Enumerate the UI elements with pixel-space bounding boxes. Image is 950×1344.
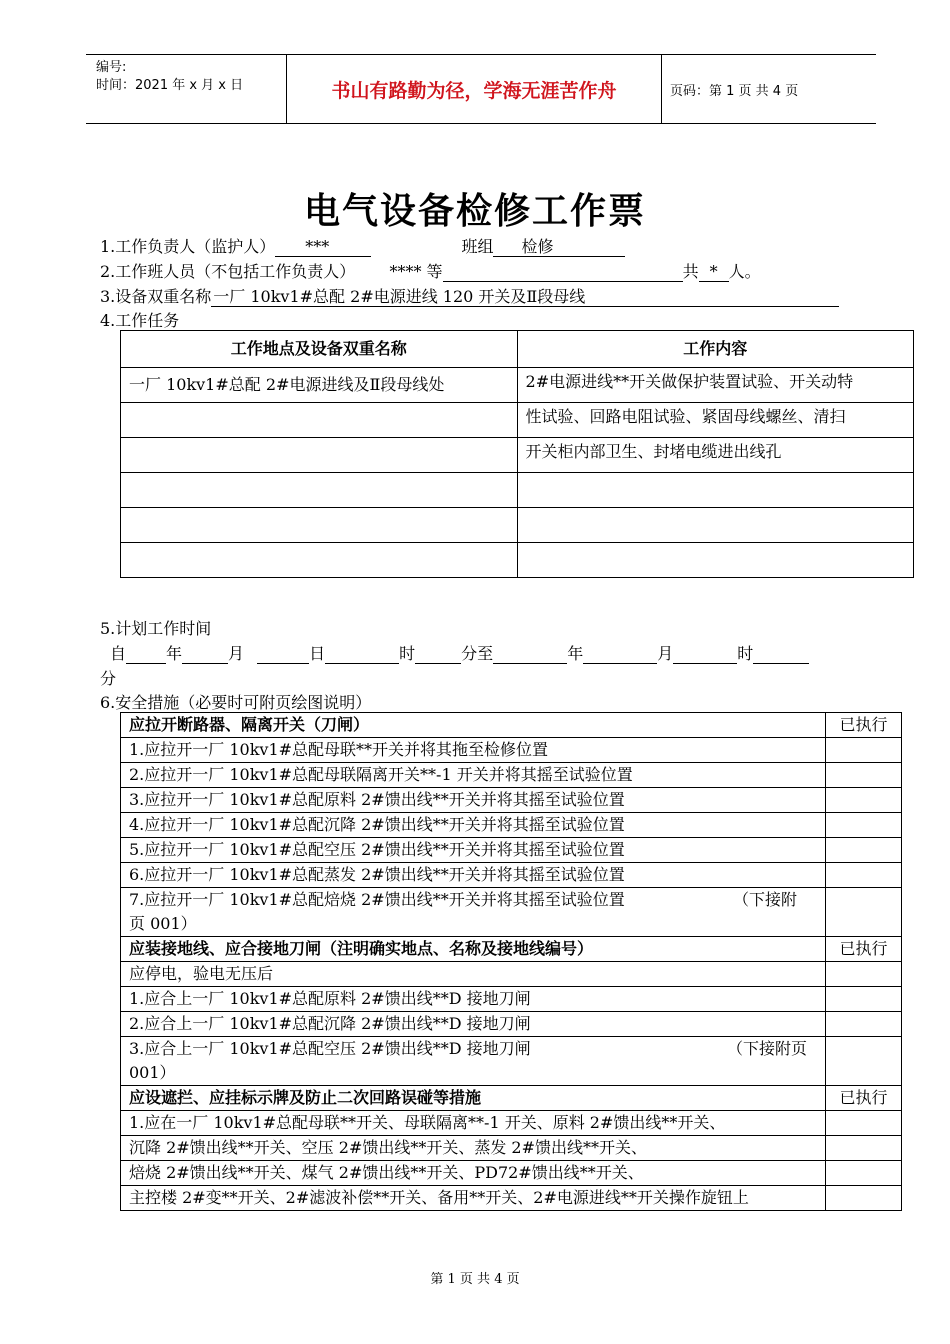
- section-title-grounding: 应装接地线、应合接地刀闸（注明确实地点、名称及接地线编号）: [121, 937, 826, 962]
- section-title-barriers: 应设遮拦、应挂标示牌及防止二次回路误碰等措施: [121, 1086, 826, 1111]
- table-row: 焙烧 2#馈出线**开关、煤气 2#馈出线**开关、PD72#馈出线**开关、: [121, 1161, 902, 1186]
- page-footer: 第 1 页 共 4 页: [430, 1272, 520, 1287]
- section-header: [121, 937, 902, 962]
- table-row: [121, 543, 914, 578]
- col-content: 工作内容: [517, 331, 913, 368]
- task-table: [120, 330, 914, 578]
- table-row: 1.应在一厂 10kv1#总配母联**开关、母联隔离**-1 开关、原料 2#馈出线**开关、: [121, 1111, 902, 1136]
- table-row: 1.应合上一厂 10kv1#总配原料 2#馈出线**D 接地刀闸: [121, 987, 902, 1012]
- line-equipment: 3.设备双重名称 一厂 10kv1#总配 2#电源进线 120 开关及Ⅱ段母线: [100, 284, 839, 307]
- col-place: 工作地点及设备双重名称: [121, 331, 518, 368]
- safety-table: [120, 712, 902, 1211]
- table-row: 主控楼 2#变**开关、2#滤波补偿**开关、备用**开关、2#电源进线**开关操作旋钮上: [121, 1186, 902, 1211]
- line-task-label: 4.工作任务: [100, 311, 180, 330]
- line-time-label: 5.计划工作时间: [100, 619, 212, 638]
- section-title-breakers: 应拉开断路器、隔离开关（刀闸）: [121, 713, 826, 738]
- table-row: [121, 473, 914, 508]
- table-row: 2.应拉开一厂 10kv1#总配母联隔离开关**-1 开关并将其摇至试验位置: [121, 763, 902, 788]
- executed-label: 已执行: [826, 1086, 902, 1111]
- section-header: [121, 1086, 902, 1111]
- line-safety-label: 6.安全措施（必要时可附页绘图说明）: [100, 693, 372, 712]
- table-row: 沉降 2#馈出线**开关、空压 2#馈出线**开关、蒸发 2#馈出线**开关、: [121, 1136, 902, 1161]
- table-row: 开关柜内部卫生、封堵电缆进出线孔: [121, 438, 914, 473]
- executed-label: 已执行: [826, 937, 902, 962]
- table-row: 应停电，验电无压后: [121, 962, 902, 987]
- member-count: *: [699, 263, 729, 282]
- motto: 书山有路勤为径，学海无涯苦作舟: [286, 55, 662, 123]
- table-row: [121, 508, 914, 543]
- line-time-fields: 自 年 月 日 时 分至 年 月 时: [110, 641, 809, 664]
- page-header: [86, 54, 876, 124]
- task-table-header: [121, 331, 914, 368]
- table-row: 3.应拉开一厂 10kv1#总配原料 2#馈出线**开关并将其摇至试验位置: [121, 788, 902, 813]
- line-responsible: 1.工作负责人（监护人） *** 班组 检修: [100, 234, 625, 257]
- work-group: 检修: [493, 238, 625, 257]
- line-time-end: 分: [100, 669, 117, 688]
- table-row: 性试验、回路电阻试验、紧固母线螺丝、清扫: [121, 403, 914, 438]
- time-label: 时间：2021 年 x 月 x 日: [96, 78, 244, 93]
- table-row: 6.应拉开一厂 10kv1#总配蒸发 2#馈出线**开关并将其摇至试验位置: [121, 863, 902, 888]
- header-left: [96, 59, 243, 95]
- table-row: 一厂 10kv1#总配 2#电源进线及Ⅱ段母线处 2#电源进线**开关做保护装置试验、开关动特: [121, 368, 914, 403]
- section-header: [121, 713, 902, 738]
- table-row: 4.应拉开一厂 10kv1#总配沉降 2#馈出线**开关并将其摇至试验位置: [121, 813, 902, 838]
- table-row: 5.应拉开一厂 10kv1#总配空压 2#馈出线**开关并将其摇至试验位置: [121, 838, 902, 863]
- equipment-name: 一厂 10kv1#总配 2#电源进线 120 开关及Ⅱ段母线: [211, 288, 839, 307]
- page-title: 电气设备检修工作票: [303, 191, 646, 232]
- number-label: 编号:: [96, 60, 127, 75]
- page-label: 页码：第 1 页 共 4 页: [670, 83, 799, 99]
- responsible-person: ***: [275, 238, 371, 257]
- table-row: 3.应合上一厂 10kv1#总配空压 2#馈出线**D 接地刀闸 （下接附页 001）: [121, 1037, 902, 1086]
- line-members: 2.工作班人员（不包括工作负责人） **** 等 共 * 人。: [100, 262, 761, 281]
- table-row: 7.应拉开一厂 10kv1#总配焙烧 2#馈出线**开关并将其摇至试验位置 （下接附 页 001）: [121, 888, 902, 937]
- table-row: 1.应拉开一厂 10kv1#总配母联**开关并将其拖至检修位置: [121, 738, 902, 763]
- table-row: 2.应合上一厂 10kv1#总配沉降 2#馈出线**D 接地刀闸: [121, 1012, 902, 1037]
- members: **** 等: [389, 262, 443, 281]
- executed-label: 已执行: [826, 713, 902, 738]
